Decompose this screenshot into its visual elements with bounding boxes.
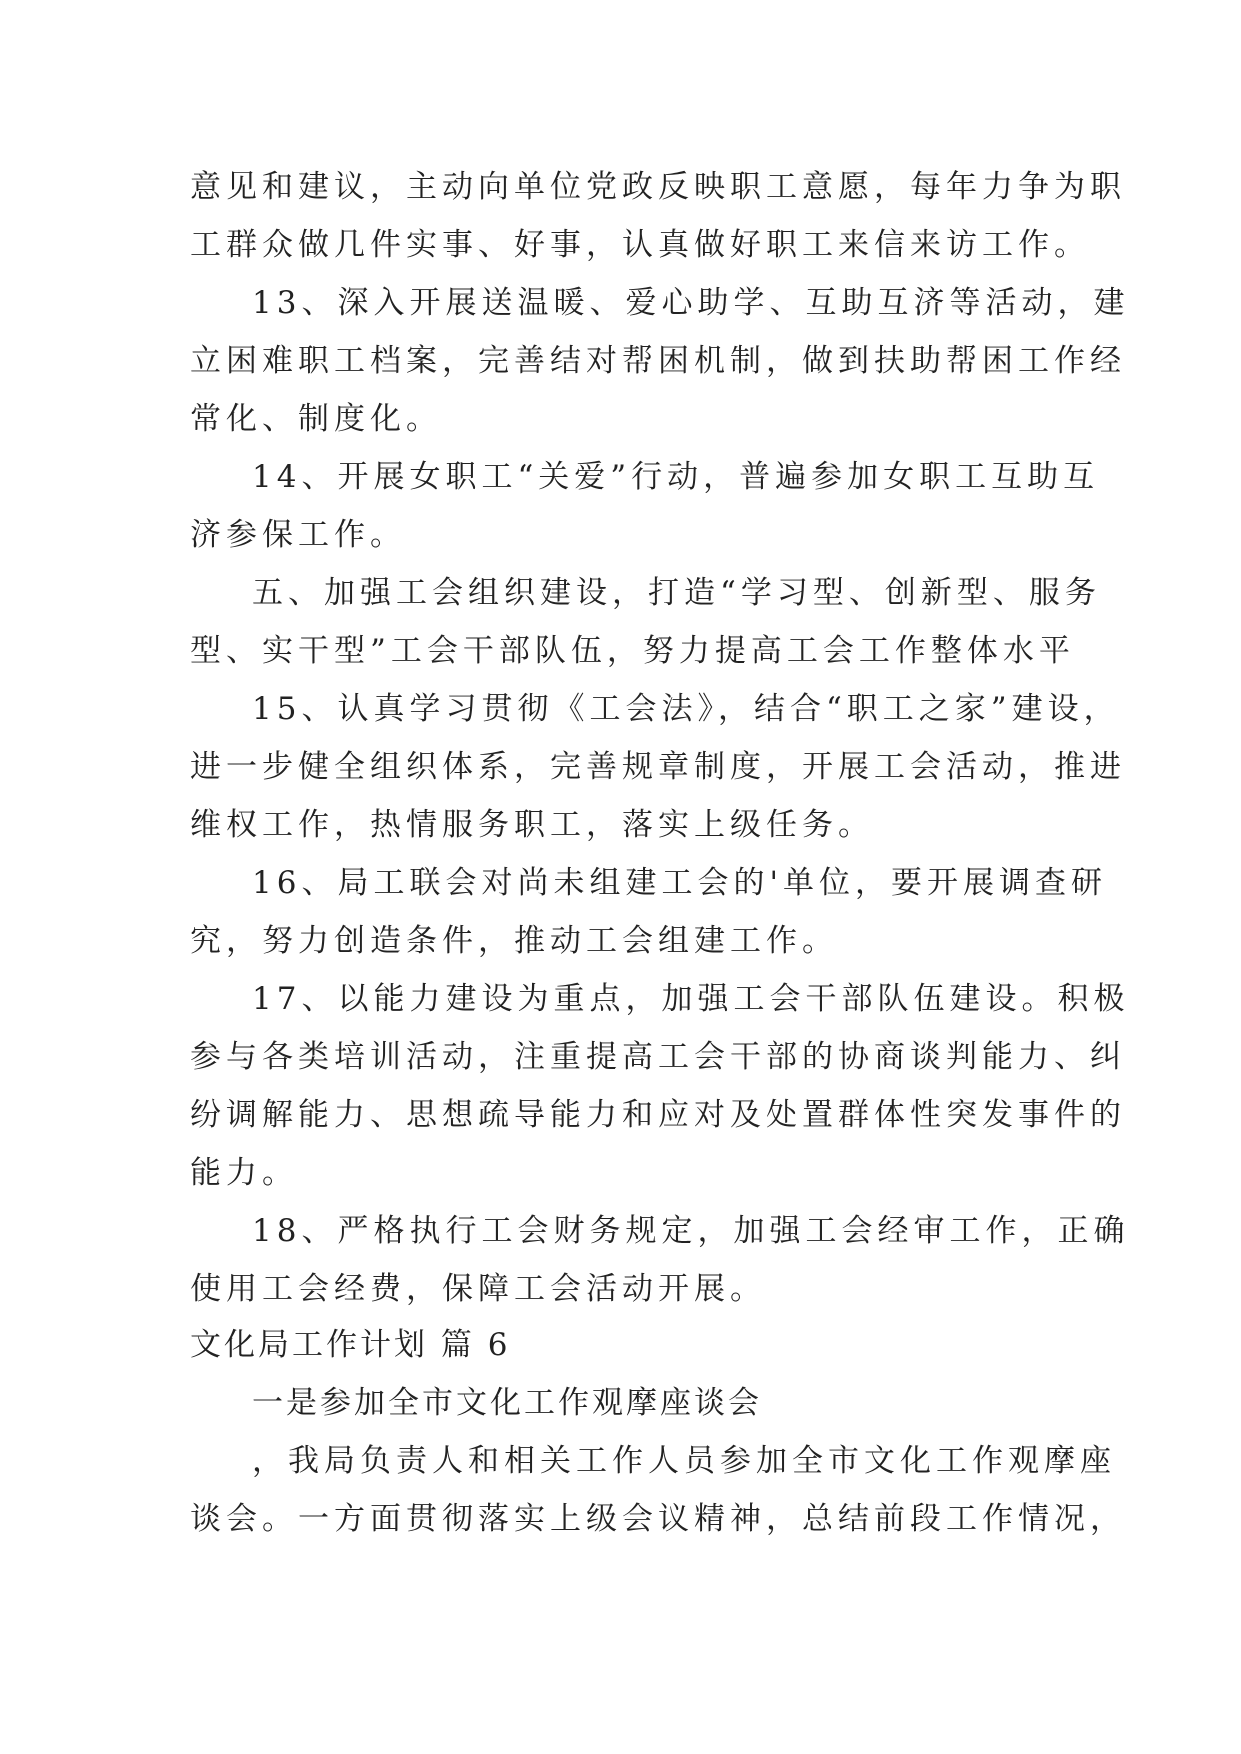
paragraph-line: 能力。 [190, 1155, 298, 1191]
article-title: 文化局工作计划 篇 6 [190, 1327, 511, 1363]
paragraph-line: 意见和建议，主动向单位党政反映职工意愿，每年力争为职 [190, 169, 1126, 205]
paragraph-line: 使用工会经费，保障工会活动开展。 [190, 1271, 766, 1307]
paragraph-line: 进一步健全组织体系，完善规章制度，开展工会活动，推进 [190, 749, 1126, 785]
paragraph-line: 究，努力创造条件，推动工会组建工作。 [190, 923, 838, 959]
paragraph-line: ，我局负责人和相关工作人员参加全市文化工作观摩座 [252, 1443, 1116, 1479]
paragraph-line: 17、以能力建设为重点，加强工会干部队伍建设。积极 [252, 981, 1130, 1017]
paragraph-line: 立困难职工档案，完善结对帮困机制，做到扶助帮困工作经 [190, 343, 1126, 379]
paragraph-line: 济参保工作。 [190, 517, 406, 553]
paragraph-line: 常化、制度化。 [190, 401, 442, 437]
paragraph-line: 工群众做几件实事、好事，认真做好职工来信来访工作。 [190, 227, 1090, 263]
subheading-line: 一是参加全市文化工作观摩座谈会 [252, 1385, 762, 1421]
paragraph-line: 参与各类培训活动，注重提高工会干部的协商谈判能力、纠 [190, 1039, 1126, 1075]
section-heading-line: 型、实干型”工会干部队伍，努力提高工会工作整体水平 [190, 633, 1075, 669]
paragraph-line: 18、严格执行工会财务规定，加强工会经审工作，正确 [252, 1213, 1130, 1249]
paragraph-line: 纷调解能力、思想疏导能力和应对及处置群体性突发事件的 [190, 1097, 1126, 1133]
paragraph-line: 谈会。一方面贯彻落实上级会议精神，总结前段工作情况， [190, 1501, 1126, 1537]
paragraph-line: 15、认真学习贯彻《工会法》，结合“职工之家”建设， [252, 691, 1120, 727]
section-heading-line: 五、加强工会组织建设，打造“学习型、创新型、服务 [252, 575, 1101, 611]
paragraph-line: 维权工作，热情服务职工，落实上级任务。 [190, 807, 874, 843]
paragraph-line: 16、局工联会对尚未组建工会的'单位，要开展调查研 [252, 865, 1107, 901]
paragraph-line: 14、开展女职工“关爱”行动，普遍参加女职工互助互 [252, 459, 1100, 495]
paragraph-line: 13、深入开展送温暖、爱心助学、互助互济等活动，建 [252, 285, 1130, 321]
